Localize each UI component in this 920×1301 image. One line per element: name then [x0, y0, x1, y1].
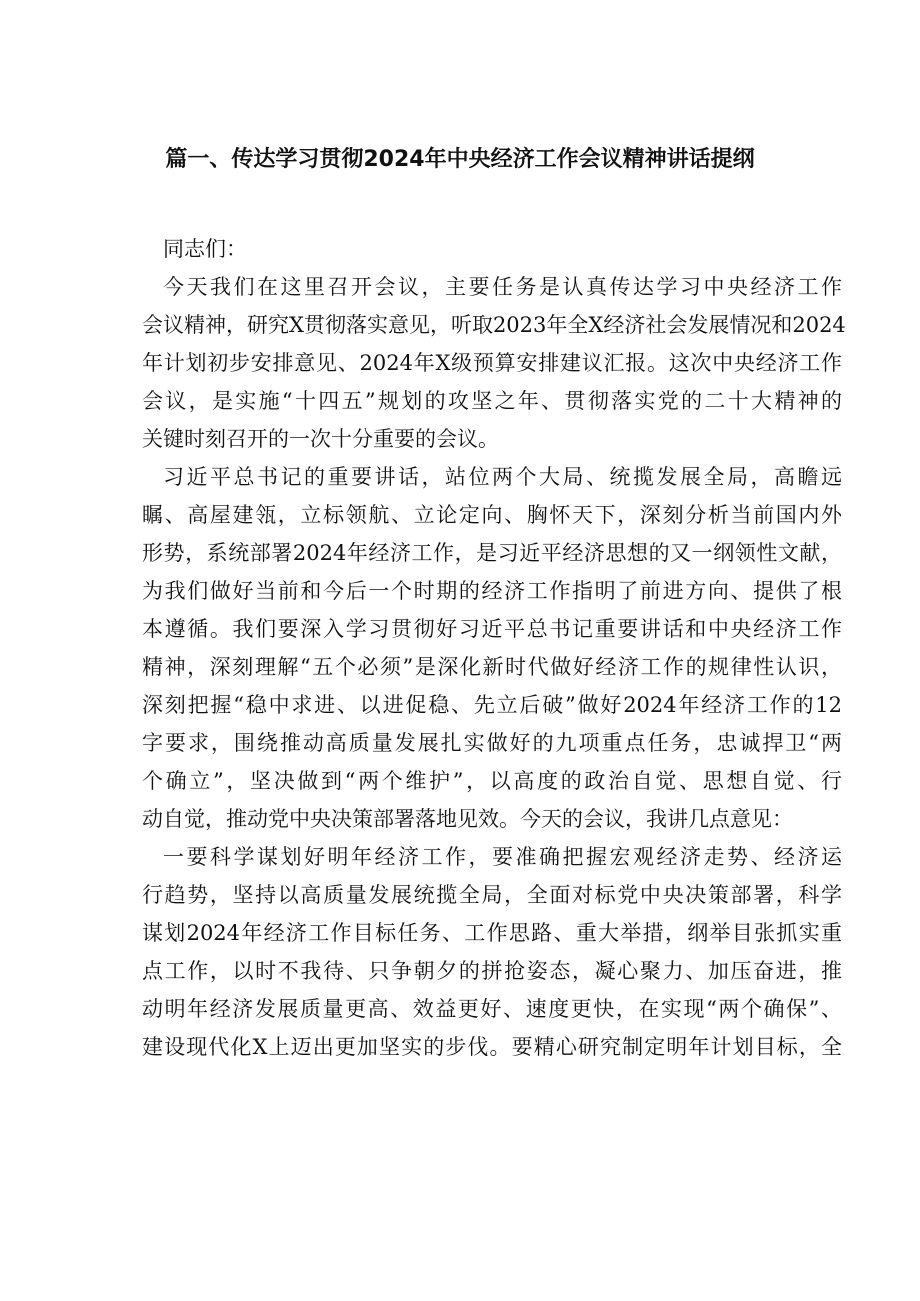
paragraph-line: 深刻把握“稳中求进、以进促稳、先立后破”做好2024年经济工作的12 — [142, 693, 842, 717]
paragraph-line: 行趋势，坚持以高质量发展统揽全局，全面对标党中央决策部署，科学 — [142, 883, 842, 907]
paragraph-line: 动自觉，推动党中央决策部署落地见效。今天的会议，我讲几点意见： — [142, 807, 793, 831]
paragraph-line: 谋划2024年经济工作目标任务、工作思路、重大举措，纲举目张抓实重 — [142, 921, 842, 945]
paragraph-line: 会议，是实施“十四五”规划的攻坚之年、贯彻落实党的二十大精神的 — [142, 389, 842, 413]
paragraph-line: 瞩、高屋建瓴，立标领航、立论定向、胸怀天下，深刻分析当前国内外 — [142, 503, 842, 527]
paragraph-line: 习近平总书记的重要讲话，站位两个大局、统揽发展全局，高瞻远 — [163, 465, 842, 489]
paragraph-3 — [142, 838, 842, 1066]
paragraph-2 — [142, 458, 842, 838]
paragraph-line: 形势，系统部署2024年经济工作，是习近平经济思想的又一纲领性文献， — [142, 541, 842, 565]
document-body — [142, 230, 846, 1066]
paragraph-line: 个确立”，坚决做到“两个维护”，以高度的政治自觉、思想自觉、行 — [142, 769, 842, 793]
paragraph-1 — [142, 268, 846, 458]
document-title: 篇一、传达学习贯彻2024年中央经济工作会议精神讲话提纲 — [165, 147, 755, 172]
paragraph-line: 动明年经济发展质量更高、效益更好、速度更快，在实现“两个确保”、 — [142, 997, 842, 1021]
paragraph-line: 会议精神，研究X贯彻落实意见，听取2023年全X经济社会发展情况和2024 — [142, 313, 846, 337]
paragraph-line: 点工作，以时不我待、只争朝夕的拼抢姿态，凝心聚力、加压奋进，推 — [142, 959, 842, 983]
paragraph-line: 精神，深刻理解“五个必须”是深化新时代做好经济工作的规律性认识， — [142, 655, 842, 679]
paragraph-line: 本遵循。我们要深入学习贯彻好习近平总书记重要讲话和中央经济工作 — [142, 617, 842, 641]
paragraph-line: 今天我们在这里召开会议，主要任务是认真传达学习中央经济工作 — [163, 275, 842, 299]
paragraph-line: 建设现代化X上迈出更加坚实的步伐。要精心研究制定明年计划目标，全 — [142, 1035, 842, 1059]
paragraph-line: 关键时刻召开的一次十分重要的会议。 — [142, 427, 499, 451]
paragraph-line: 年计划初步安排意见、2024年X级预算安排建议汇报。这次中央经济工作 — [142, 351, 842, 375]
paragraph-line: 为我们做好当前和今后一个时期的经济工作指明了前进方向、提供了根 — [142, 579, 842, 603]
paragraph-line: 一要科学谋划好明年经济工作，要准确把握宏观经济走势、经济运 — [163, 845, 842, 869]
paragraph-line: 字要求，围绕推动高质量发展扎实做好的九项重点任务，忠诚捍卫“两 — [142, 731, 842, 755]
salutation: 同志们： — [163, 237, 247, 261]
